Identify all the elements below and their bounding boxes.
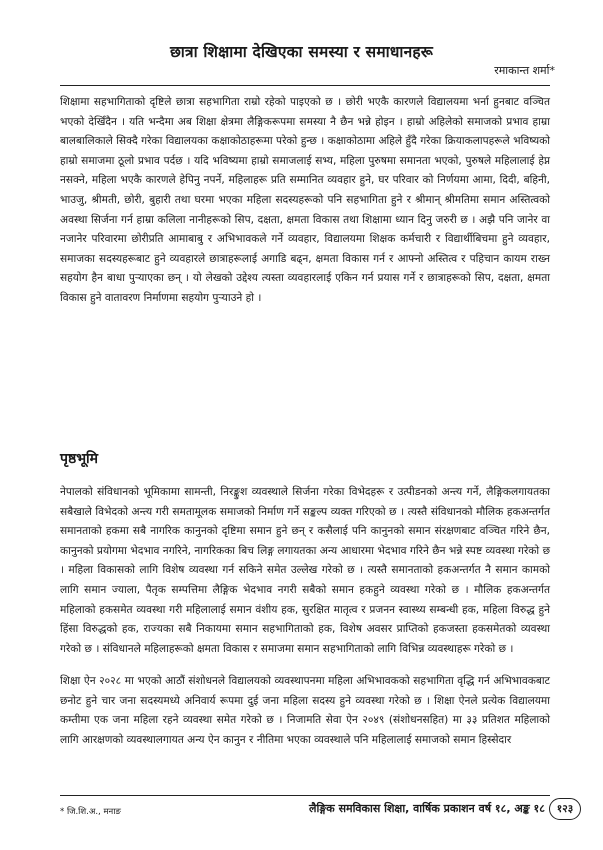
footer-rule bbox=[60, 795, 550, 796]
footnote: * जि.शि.अ., मनाङ bbox=[60, 807, 121, 817]
journal-name: लैङ्गिक समविकास शिक्षा, वार्षिक प्रकाशन वर्ष १८, अङ्क १८ bbox=[309, 802, 545, 815]
header-rule bbox=[60, 85, 550, 86]
background-paragraph-2: शिक्षा ऐन २०२८ मा भएको आठौं संशोधनले विद्यालयको व्यवस्थापनमा महिला अभिभावकको सहभागिता वृद्धि गर्न अभिभावकबाट छनोट हुने चार जना सदस्यमध्ये अनिवार्य रूपमा दुई जना महिला सदस्य हुने व्यवस्था गरेको छ । शिक्षा ऐनले प्रत्येक विद्यालयमा कम्तीमा एक जना महिला रहने व्यवस्था समेत गरेको छ । निजामति सेवा ऐन २०४९ (संशोधनसहित) मा ३३ प्रतिशत महिलाको लागि आरक्षणको व्यवस्थालगायत अन्य ऐन कानुन र नीतिमा भएका व्यवस्थाले पनि महिलालाई समाजको समान हिस्सेदार bbox=[60, 675, 550, 746]
background-paragraph-1: नेपालको संविधानको भूमिकामा सामन्ती, निरङ्कुश व्यवस्थाले सिर्जना गरेका विभेदहरू र उत्पीडनको अन्त्य गर्ने, लैङ्गिकलगायतका सबैखाले विभेदको अन्त्य गरी समतामूलक समाजको निर्माण गर्ने सङ्कल्प व्यक्त गरिएको छ । त्यस्तै संविधानको मौलिक हकअन्तर्गत समानताको हकमा सबै नागरिक कानुनको दृष्टिमा समान हुने छन् र कसैलाई पनि कानुनको समान संरक्षणबाट वञ्चित गरिने छैन, कानुनको प्रयोगमा भेदभाव नगरिने, नागरिकका बिच लिङ्ग लगायतका अन्य आधारमा भेदभाव गरिने छैन भन्ने स्पष्ट व्यवस्था गरेको छ । महिला विकासको लागि विशेष व्यवस्था गर्न सकिने समेत उल्लेख गरेको छ । त्यस्तै समानताको हकअन्तर्गत नै समान कामको लागि समान ज्याला, पैतृक सम्पत्तिमा लैङ्गिक भेदभाव नगरी सबैको समान हकहुने व्यवस्था गरेको छ । मौलिक हकअन्तर्गत महिलाको हकसमेत व्यवस्था गरी महिलालाई समान वंशीय हक, सुरक्षित मातृत्व र प्रजनन स्वास्थ्य सम्बन्धी हक, महिला विरुद्ध हुने हिंसा विरुद्धको हक, राज्यका सबै निकायमा समान सहभागिताको हक, विशेष अवसर प्राप्तिको हकजस्ता हकसमेतको व्यवस्था गरेको छ । संविधानले महिलाहरूको क्षमता विकास र समाजमा समान सहभागिताको लागि विभिन्न व्यवस्थाहरू गरेको छ । bbox=[60, 486, 550, 655]
author-name: रमाकान्त शर्मा* bbox=[494, 64, 555, 77]
page-number: १२३ bbox=[549, 798, 581, 820]
article-title: छात्रा शिक्षामा देखिएका समस्या र समाधानहरू bbox=[169, 43, 434, 61]
intro-paragraph: शिक्षामा सहभागिताको दृष्टिले छात्रा सहभागिता राम्रो रहेको पाइएको छ । छोरी भएकै कारणले विद्यालयमा भर्ना हुनबाट वञ्चित भएको देखिँदैन । यति भन्दैमा अब शिक्षा क्षेत्रमा लैङ्गिकरूपमा समस्या नै छैन भन्ने होइन । हाम्रो अहिलेको समाजको प्रभाव हाम्रा बालबालिकाले सिक्दै गरेका विद्यालयका कक्षाकोठाहरूमा परेको हुन्छ । कक्षाकोठामा अहिले हुँदै गरेका क्रियाकलापहरूले भविष्यको हाम्रो समाजमा ठूलो प्रभाव पर्दछ । यदि भविष्यमा हाम्रो समाजलाई सभ्य, महिला पुरुषमा समानता भएको, पुरुषले महिलालाई हेप्न नसक्ने, महिला भएकै कारणले हेपिनु नपर्ने, महिलाहरू प्रति सम्मानित व्यवहार हुने, घर परिवार को निर्णयमा आमा, दिदी, बहिनी, भाउजु, श्रीमती, छोरी, बुहारी तथा घरमा भएका महिला सदस्यहरूको पनि सहभागिता हुने र श्रीमान् श्रीमतिमा समान अस्तित्वको अवस्था सिर्जना गर्न हाम्रा कलिला नानीहरूको सिप, दक्षता, क्षमता विकास तथा शिक्षामा ध्यान दिनु जरुरी छ । अझै पनि जानेर वा नजानेर परिवारमा छोरीप्रति आमाबाबु र अभिभावकले गर्ने व्यवहार, विद्यालयमा शिक्षक कर्मचारी र विद्यार्थीबिचमा हुने व्यवहार, समाजका सदस्यहरूबाट हुने व्यवहारले छात्राहरूलाई अगाडि बढ्न, क्षमता विकास गर्न र आफ्नो अस्तित्व र पहिचान कायम राख्न सहयोग हैन बाधा पुऱ्याएका छन् । यो लेखको उद्देश्य त्यस्ता व्यवहारलाई एकिन गर्न प्रयास गर्ने र छात्राहरूको सिप, दक्षता, क्षमता विकास हुने वातावरण निर्माणमा सहयोग पुऱ्याउने हो । bbox=[60, 96, 550, 304]
section-heading: पृष्ठभूमि bbox=[60, 451, 99, 467]
